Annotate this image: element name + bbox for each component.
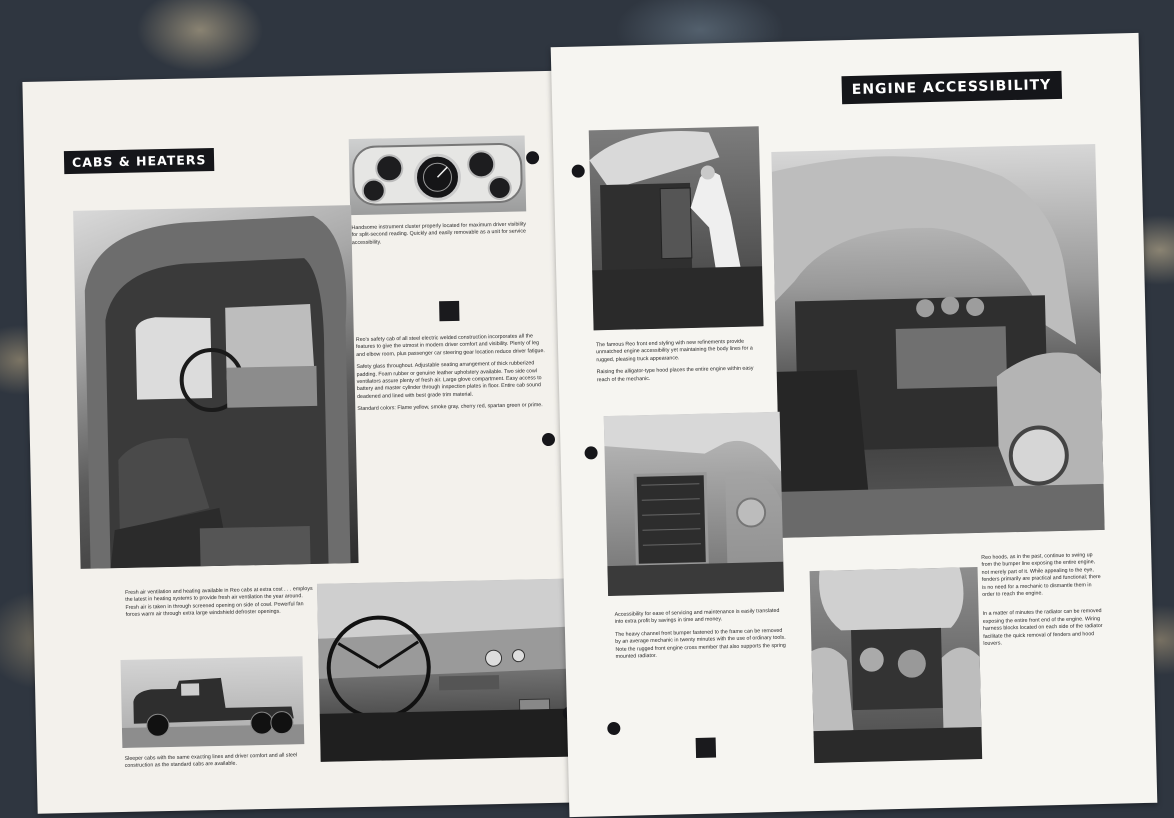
- cab-paragraph-1: Reo's safety cab of all steel electric welded construction incorporates all the features to give the utmost in modern driver comfort and visibility. Plenty of leg and elbow room, plus passenger car steering gear location reduce driver fatigue.: [355, 333, 545, 358]
- sleeper-cab-truck-photo: [121, 656, 305, 748]
- binder-hole-top: [526, 151, 539, 164]
- cab-paragraph-2: Safety glass throughout. Adjustable seating arrangement of thick rubberized padding. Foam rubber or genuine leather upholstery available. Two side cowl ventilators assure plenty of fresh air. Large glove compartment. Easy access to battery and master cylinder through inspection plates in floor. Entire cab sound deadened and lined with best grade trim material.: [356, 360, 542, 400]
- binder-hole-middle-right: [584, 446, 597, 459]
- servicing-paragraph-2: The heavy channel front bumper fastened to the frame can be removed by an average mechanic in twenty minutes with the use of ordinary tools. Note the rugged front engine cross member that also supports the spring mounted radiator.: [614, 627, 786, 660]
- open-hood-engine-photo: [771, 144, 1104, 538]
- fenders-paragraph-2: In a matter of minutes the radiator can be removed exposing the entire front end of the engine. Wiring harness blocks located on each side of the radiator facilitate the quick removal of fenders and hood louvers.: [982, 608, 1103, 647]
- sleeper-caption: Sleeper cabs with the same exacting lines and driver comfort and all steel construction as the standard cabs are available.: [124, 752, 298, 770]
- front-styling-paragraph-2: Raising the alligator-type hood places the entire engine within easy reach of the mechanic.: [596, 365, 754, 383]
- instrument-cluster-caption: Handsome instrument cluster properly located for maximum driver visibility for split-second reading. Quickly and easily removable as a unit for service accessibility.: [351, 221, 527, 246]
- servicing-paragraph-1: Accessibility for ease of servicing and maintenance is easily translated into extra profit by savings in time and money.: [614, 607, 780, 626]
- servicing-text: [614, 608, 789, 667]
- cab-paragraph-3: Standard colors: Flame yellow, smoke gray, cherry red, spartan green or prime.: [357, 402, 543, 413]
- binder-hole-top-right: [572, 165, 585, 178]
- heater-caption: Fresh air ventilation and heating available in Reo cabs at extra cost . . . employs the latest in heating systems to provide fresh air ventilation the year around. Fresh air is taken in through screened opening on side of cowl. Powerful fan forces warm air through extra large windshield defroster openings.: [125, 585, 313, 619]
- instrument-cluster-photo: [349, 135, 527, 215]
- radiator-front-end-photo: [604, 412, 784, 596]
- cab-features-text: [356, 333, 548, 419]
- mechanic-at-engine-photo: [589, 126, 764, 330]
- section-tag-cabs-heaters: CABS & HEATERS: [64, 148, 215, 174]
- left-page: [22, 70, 597, 814]
- fenders-paragraph-1: Reo hoods, as in the past, continue to swing up from the bumper line exposing the entire engine, not merely part of it. While appealing to the eye, fenders primarily are practical and functional; there is no need for a mechanic to dismantle them in order to reach the engine.: [981, 552, 1101, 598]
- front-styling-text: [596, 338, 767, 389]
- right-page: [551, 33, 1158, 817]
- binder-hole-bottom-right: [607, 722, 620, 735]
- hood-swing-up-photo: [810, 567, 983, 763]
- dashboard-heater-photo: [317, 579, 571, 762]
- section-tag-engine-accessibility: ENGINE ACCESSIBILITY: [841, 71, 1061, 104]
- front-styling-paragraph-1: The famous Reo front end styling with new refinements provide unmatched engine accessibility yet maintaining the body lines for a rugged, pleasing truck appearance.: [595, 338, 753, 364]
- registration-square: [439, 301, 459, 321]
- binder-hole-middle: [542, 433, 555, 446]
- cab-interior-photo: [73, 205, 358, 569]
- registration-square-right: [696, 737, 716, 757]
- fenders-text: [981, 552, 1103, 653]
